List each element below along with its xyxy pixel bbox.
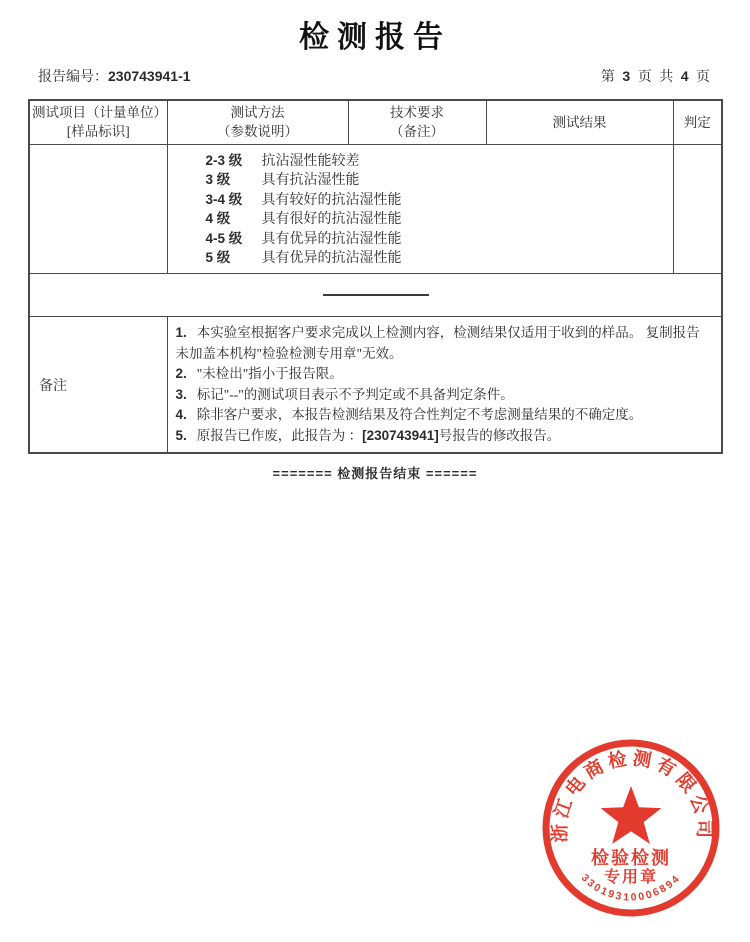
grade-desc: 具有优异的抗沾湿性能 bbox=[261, 251, 402, 267]
report-end-line: ======= 检测报告结束 ====== bbox=[272, 466, 478, 482]
grade-line bbox=[206, 152, 669, 172]
report-number-label: 报告编号： bbox=[38, 70, 108, 85]
page-title: 检测报告 bbox=[299, 21, 451, 54]
remark-label: 备注 bbox=[29, 317, 167, 454]
grade-line bbox=[206, 230, 669, 250]
grade-label: 3-4 级 bbox=[205, 191, 243, 207]
grades-cell bbox=[167, 144, 673, 274]
note-item bbox=[176, 385, 712, 406]
grade-desc: 抗沾湿性能较差 bbox=[261, 153, 360, 169]
grade-line bbox=[206, 191, 669, 211]
table-header-row bbox=[29, 100, 722, 144]
note-text: 号报告的修改报告。 bbox=[438, 427, 561, 443]
total-page-number: 4 bbox=[680, 68, 689, 84]
grade-line bbox=[206, 171, 669, 191]
col-header-line: 测试项目（计量单位） bbox=[32, 105, 167, 121]
page-word-gong: 共 bbox=[659, 70, 674, 85]
seal-text-line1: 检验检测 bbox=[591, 848, 671, 868]
note-number: 3. bbox=[175, 386, 187, 402]
col-header-judgement: 判定 bbox=[673, 100, 722, 144]
grade-desc: 具有优异的抗沾湿性能 bbox=[261, 231, 402, 247]
grade-label: 4-5 级 bbox=[205, 230, 243, 246]
grade-label: 4 级 bbox=[205, 211, 231, 227]
judgement-cell-empty bbox=[673, 144, 722, 274]
page-word-ye: 页 bbox=[637, 70, 652, 85]
remark-row bbox=[29, 317, 722, 454]
note-number: 1. bbox=[175, 325, 187, 341]
col-header-test-item bbox=[29, 100, 167, 144]
grade-line bbox=[206, 249, 669, 269]
col-header-line: 技术要求 bbox=[390, 105, 444, 121]
col-header-test-method bbox=[167, 100, 348, 144]
grade-label: 3 级 bbox=[205, 172, 231, 188]
grade-label: 5 级 bbox=[205, 250, 231, 266]
meta-row bbox=[0, 56, 750, 86]
page-indicator bbox=[599, 66, 712, 86]
col-header-line: 测试方法 bbox=[230, 105, 285, 121]
note-item bbox=[176, 405, 712, 426]
note-report-ref: [230743941] bbox=[362, 427, 439, 443]
note-number: 2. bbox=[175, 366, 187, 382]
grade-label: 2-3 级 bbox=[205, 152, 243, 168]
note-text: 除非客户要求，本报告检测结果及符合性判定不考虑测量结果的不确定度。 bbox=[196, 407, 643, 423]
note-text: "未检出"指小于报告限。 bbox=[196, 366, 343, 382]
col-header-tech-requirement bbox=[348, 100, 486, 144]
note-item bbox=[176, 364, 712, 385]
placeholder-dash-line bbox=[323, 294, 429, 296]
note-text: 标记"--"的测试项目表示不予判定或不具备判定条件。 bbox=[196, 386, 514, 402]
col-header-line: （参数说明） bbox=[217, 124, 298, 140]
company-seal bbox=[539, 736, 723, 920]
report-number-value: 230743941-1 bbox=[108, 68, 191, 84]
grade-desc: 具有很好的抗沾湿性能 bbox=[261, 212, 402, 228]
seal-company-arc-text: 浙江电商检测有限公司 bbox=[550, 749, 714, 843]
col-header-test-result: 测试结果 bbox=[486, 100, 673, 144]
test-item-cell-empty bbox=[29, 144, 167, 274]
note-text: 原报告已作废，此报告为 ： bbox=[196, 427, 363, 443]
note-item bbox=[176, 426, 712, 447]
note-item bbox=[176, 323, 712, 364]
spacer-cell bbox=[29, 274, 722, 317]
report-number bbox=[38, 66, 191, 86]
seal-number-arc-text: 33019310006894 bbox=[578, 871, 684, 904]
note-number: 5. bbox=[175, 427, 187, 443]
col-header-line: （备注） bbox=[390, 124, 444, 140]
page-word-ye2: 页 bbox=[696, 70, 710, 85]
current-page-number: 3 bbox=[622, 68, 631, 84]
grade-desc: 具有较好的抗沾湿性能 bbox=[261, 192, 402, 208]
page-word-di: 第 bbox=[600, 70, 615, 85]
note-text: 本实验室根据客户要求完成以上检测内容，检测结果仅适用于收到的样品。 复制报告未加盖本机构"检验检测专用章"无效。 bbox=[175, 325, 700, 361]
results-table bbox=[28, 99, 723, 454]
remark-notes-cell bbox=[167, 317, 722, 454]
grade-line bbox=[206, 210, 669, 230]
grades-row bbox=[29, 144, 722, 274]
star-icon bbox=[601, 786, 662, 844]
grade-desc: 具有抗沾湿性能 bbox=[261, 173, 360, 189]
seal-text-line2: 专用章 bbox=[603, 869, 659, 886]
note-number: 4. bbox=[175, 407, 187, 423]
spacer-row bbox=[29, 274, 722, 317]
col-header-line: [样品标识] bbox=[66, 124, 130, 140]
